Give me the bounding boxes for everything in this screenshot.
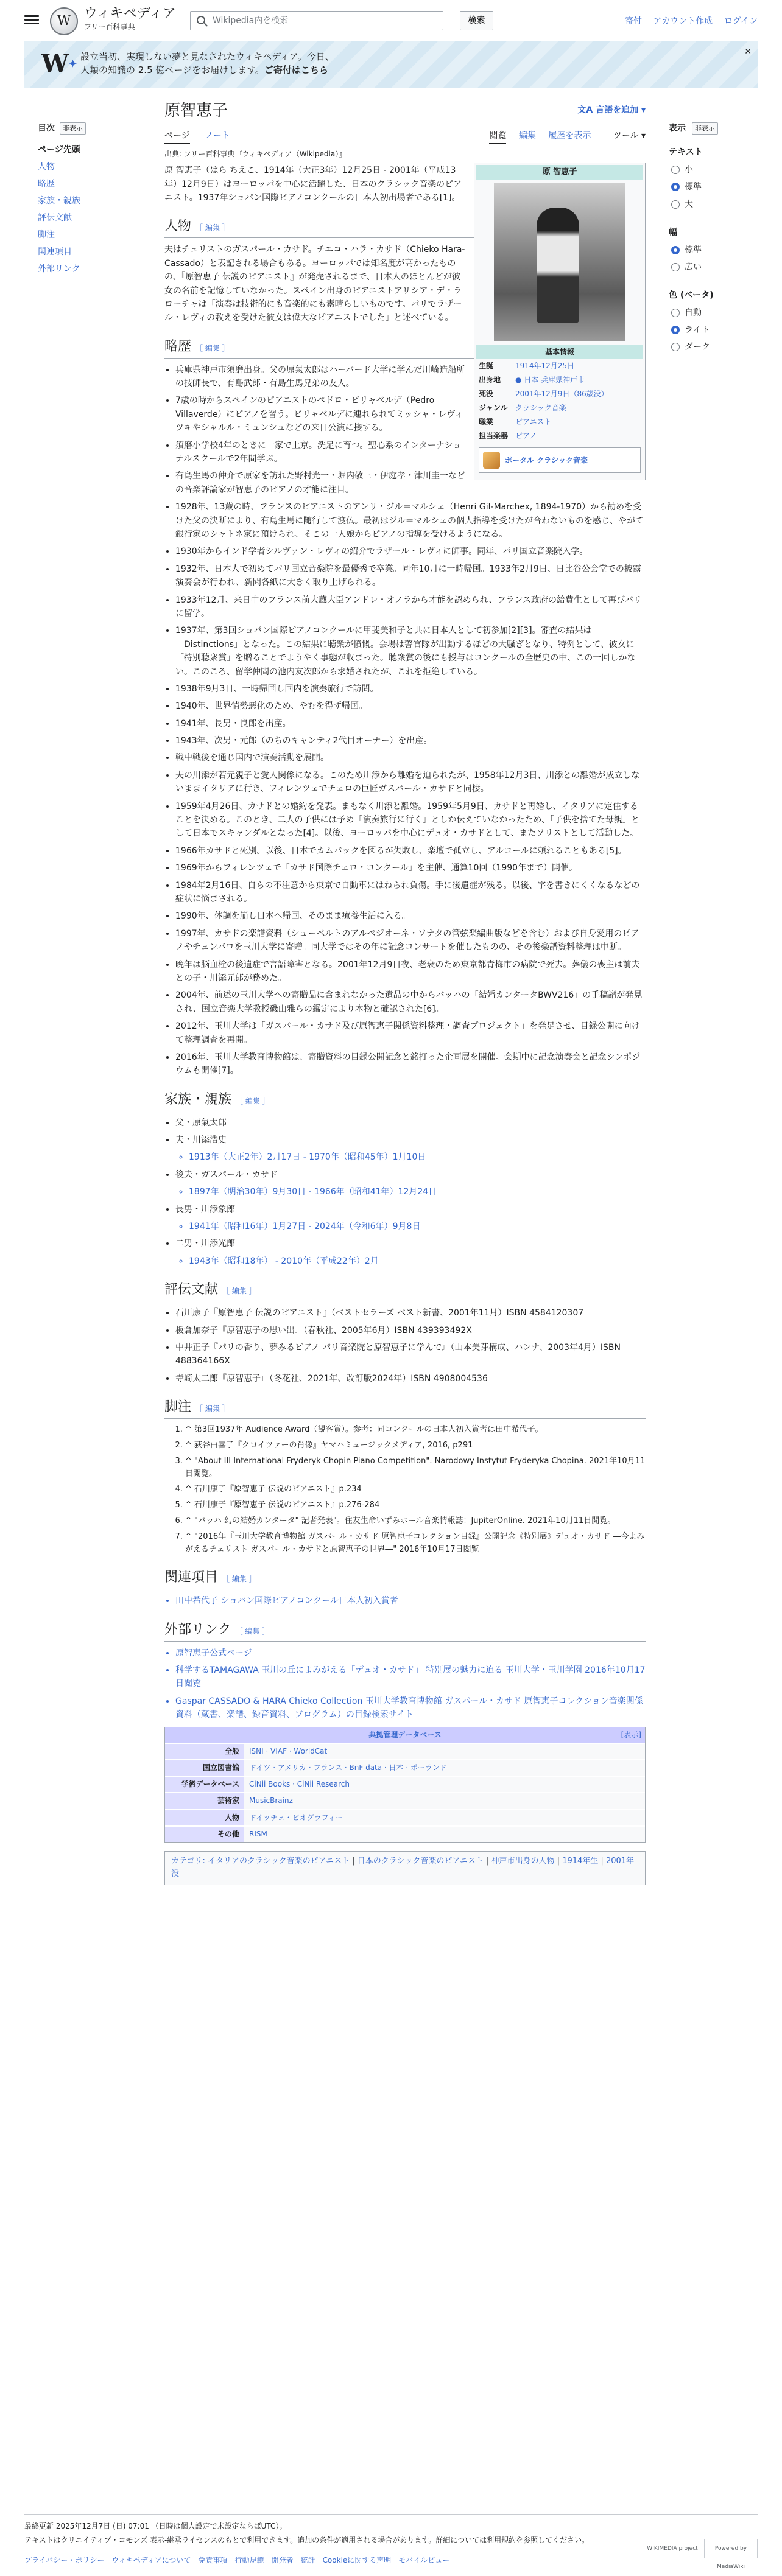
width-label: 幅 xyxy=(669,227,677,237)
donate-banner-link[interactable]: ご寄付はこちら xyxy=(264,65,328,75)
list-item[interactable]: • 田中希代子 ショパン国際ピアノコンクール日本人初入賞者 xyxy=(175,1594,646,1608)
edit-section-link[interactable]: ［ 編集 ］ xyxy=(222,1287,256,1296)
list-item: • 中井正子『パリの香り、夢みるピアノ パリ音楽院と原智恵子に学んで』（山本美芽構成、ハンナ、2003年4月）ISBN 488364166X xyxy=(175,1341,646,1368)
reference-item: 7. ^ "2016年『玉川大学教育博物館 ガスパール・カサド 原智恵子コレクション目録』公開記念《特別展》デュオ・カサド ―今よみがえるチェリスト ガスパール・カサドと原智恵子の世界―" 2016年10月17日閲覧 xyxy=(185,1531,646,1556)
close-icon[interactable]: ✕ xyxy=(744,47,752,57)
list-item: • 1938年9月3日、一時帰国し国内を演奏旅行で訪問。 xyxy=(175,682,646,696)
list-item: • 1930年からインド学者シルヴァン・レヴィの紹介でラザール・レヴィに師事。同年、パリ国立音楽院入学。 xyxy=(175,545,646,558)
family-sublist xyxy=(189,1220,646,1233)
section-heading-notes: 脚注 ［ 編集 ］ xyxy=(164,1398,646,1419)
navbox-row-links[interactable]: ドイツ · アメリカ · フランス · BnF data · 日本 · ポーランド xyxy=(244,1760,645,1776)
section-heading-biblio: 評伝文献 ［ 編集 ］ xyxy=(164,1280,646,1301)
page-tabs xyxy=(164,124,646,145)
footer-link[interactable]: プライバシー・ポリシー xyxy=(24,2556,105,2565)
footer-link[interactable]: ウィキペディアについて xyxy=(111,2556,191,2565)
width-wide[interactable]: 広い xyxy=(671,261,772,274)
category-link[interactable]: 神戸市出身の人物 xyxy=(491,1856,555,1866)
section-heading-person: 人物 ［ 編集 ］ xyxy=(164,217,646,238)
toc-item-top[interactable]: ページ先頭 xyxy=(38,145,80,155)
list-item: • 板倉加奈子『原智恵子の思い出』（春秋社、2005年6月）ISBN 439393492X xyxy=(175,1324,646,1337)
category-link[interactable]: 2001年没 xyxy=(171,1856,635,1878)
display-header xyxy=(669,122,772,139)
section-heading-career: 略歴 ［ 編集 ］ xyxy=(164,337,646,359)
reference-item: 3. ^ "About III International Fryderyk Chopin Piano Competition". Narodowy Instytut Fryderyka Chopina. 2021年10月11日閲覧。 xyxy=(185,1455,646,1481)
category-link[interactable]: 1914年生 xyxy=(562,1856,599,1866)
toc-item-career[interactable]: 略歴 xyxy=(38,179,55,189)
toc-item-notes[interactable]: 脚注 xyxy=(38,230,55,240)
color-auto[interactable]: 自動 xyxy=(671,306,772,320)
section-heading-external: 外部リンク ［ 編集 ］ xyxy=(164,1620,646,1642)
mediawiki-logo[interactable]: Powered by MediaWiki xyxy=(704,2539,758,2558)
list-item[interactable]: ◦ 1913年（大正2年）2月17日 - 1970年（昭和45年）1月10日 xyxy=(189,1150,646,1164)
wikipedia-w-icon: W✦ xyxy=(41,49,77,78)
infobox-row: 職業 ピアニスト xyxy=(476,415,643,429)
section-heading-related: 関連項目 ［ 編集 ］ xyxy=(164,1568,646,1589)
translate-icon: 文A xyxy=(577,105,596,115)
reference-item: 4. ^ 石川康子『原智恵子 伝説のピアニスト』p.234 xyxy=(185,1483,646,1496)
list-item xyxy=(175,1116,646,1130)
tab-talk[interactable]: ノート xyxy=(205,131,230,141)
reference-item: 2. ^ 荻谷由喜子『クロイツァーの肖像』ヤマハミュージックメディア, 2016, p291 xyxy=(185,1440,646,1452)
toc-item-external[interactable]: 外部リンク xyxy=(38,264,80,275)
section-heading-family: 家族・親族 ［ 編集 ］ xyxy=(164,1090,646,1111)
display-title: 表示 xyxy=(669,124,686,133)
infobox-row: 死没 2001年12月9日（86歳没） xyxy=(476,387,643,401)
list-item xyxy=(175,1203,646,1234)
infobox-row: 出身地 ● 日本 兵庫県神戸市 xyxy=(476,373,643,387)
navbox-header: 典拠管理データベース [表示] xyxy=(165,1727,645,1743)
text-size-standard[interactable]: 標準 xyxy=(671,180,772,194)
footer-link[interactable]: 統計 xyxy=(300,2556,315,2565)
list-item: • 戦中戦後を通じ国内で演奏活動を展開。 xyxy=(175,751,646,765)
last-updated: 最終更新 2025年12月7日 (日) 07:01 （日時は個人設定で未設定ならばUTC）。 xyxy=(24,2522,287,2530)
family-sublist xyxy=(189,1185,646,1199)
toc-hide-button[interactable]: 非表示 xyxy=(60,122,86,135)
edit-section-link[interactable]: ［ 編集 ］ xyxy=(236,1096,270,1105)
list-item[interactable]: • 原智恵子公式ページ xyxy=(175,1647,646,1660)
list-item: • 1941年、長男・良郎を出産。 xyxy=(175,717,646,730)
banner-line2: 人類の知識の 2.5 億ページをお届けします。 xyxy=(80,65,264,75)
search-button[interactable]: 検索 xyxy=(460,11,493,30)
navbox-row xyxy=(165,1743,645,1759)
navbox-row-links[interactable]: MusicBrainz xyxy=(244,1793,645,1808)
infobox-row: 生誕 1914年12月25日 xyxy=(476,359,643,373)
list-item: • 1959年4月26日、カサドとの婚約を発表。まもなく川添と離婚。1959年5月9日、カサドと再婚し、イタリアに定住することを決める。このとき、二人の子供には予め「演奏旅行に行く」としか伝えていなかったため、「子供を捨てた母親」として日本でスキャンダルとなった[4]。以後、ヨーロッパを中心にデュオ・カサドとして、またソリストとして活動した。 xyxy=(175,800,646,841)
footer-link[interactable]: Cookieに関する声明 xyxy=(322,2556,392,2565)
navbox-row xyxy=(165,1825,645,1842)
list-item: • 2004年、前述の玉川大学への寄贈品に含まれなかった遺品の中からバッハの「結婚カンタータBWV216」の手稿譜が発見され、国立音楽大学教授磯山雅らの鑑定により本物と確認された[6]。 xyxy=(175,989,646,1016)
toc-title: 目次 xyxy=(38,124,55,133)
list-item: • 2016年、玉川大学教育博物館は、寄贈資料の目録公開記念と銘打った企画展を開催。会期中に記念演奏会と記念シンポジウムも開催[7]。 xyxy=(175,1051,646,1078)
list-item: • 2012年、玉川大学は「ガスパール・カサド及び原智恵子関係資料整理・調査プロジェクト」を発足させ、目録公開に向けて整理調査を再開。 xyxy=(175,1020,646,1047)
family-list xyxy=(175,1116,646,1269)
display-settings-panel xyxy=(669,122,772,358)
edit-section-link[interactable]: ［ 編集 ］ xyxy=(196,343,230,352)
list-item: • 有島生馬の仲介で原家を訪れた野村光一・堀内敬三・伊庭孝・津川圭一などの音楽評論家が智恵子のピアノの才能に注目。 xyxy=(175,469,646,497)
family-label: 長男・川添象郎 xyxy=(175,1204,235,1214)
text-size-small[interactable]: 小 xyxy=(671,163,772,177)
text-size-label: テキスト xyxy=(669,147,703,158)
footer-link[interactable]: 行動規範 xyxy=(234,2556,264,2565)
authority-control-navbox xyxy=(164,1727,646,1843)
site-header xyxy=(0,0,782,41)
category-separator: | xyxy=(483,1856,491,1866)
navbox-row-links[interactable]: CiNii Books · CiNii Research xyxy=(244,1777,645,1792)
list-item: • 1928年、13歳の時、フランスのピアニストのアンリ・ジル＝マルシェ（Henri Gil-Marchex, 1894-1970）から勧めを受けた父の決断により、有島生馬に随行して渡仏。最初はジル＝マルシェの個人指導を受けたが合わないものを感じ、やがて銀行家のシャトネ家に預けられ、そこの一人娘からピアノの指導を受けるようになる。 xyxy=(175,500,646,541)
user-links xyxy=(616,15,758,28)
logo-subtitle: フリー百科事典 xyxy=(84,23,135,31)
wikimedia-logo[interactable]: WIKIMEDIA project xyxy=(646,2539,699,2558)
edit-section-link[interactable]: ［ 編集 ］ xyxy=(196,1404,230,1413)
reference-item: 1. ^ 第3回1937年 Audience Award（観客賞）。参考：同コンクールの日本人初入賞者は田中希代子。 xyxy=(185,1424,646,1437)
infobox xyxy=(474,163,646,480)
navbox-row xyxy=(165,1809,645,1825)
list-item: • 7歳の時からスペインのピアニストのペドロ・ビリャベルデ（Pedro Villaverde）にピアノを習う。ビリャベルデに連れられてミッシャ・レヴィツキやシャルル・ミュンシュなどの来日公演に接する。 xyxy=(175,394,646,435)
navbox-row-links[interactable]: RISM xyxy=(244,1827,645,1842)
tab-edit[interactable]: 編集 xyxy=(518,131,536,141)
footer-link[interactable]: モバイルビュー xyxy=(398,2556,450,2565)
wikipedia-globe-icon[interactable]: W xyxy=(50,7,78,35)
navbox-row xyxy=(165,1776,645,1792)
category-separator: | xyxy=(598,1856,606,1866)
navbox-row xyxy=(165,1792,645,1808)
categories-label[interactable]: カテゴリ: xyxy=(171,1856,205,1866)
list-item: • 1997年、カサドの楽譜資料（シューベルトのアルペジオーネ・ソナタの管弦楽編曲版などを含む）および自身愛用のピアノやチェンバロを玉川大学に寄贈。同大学ではその年に記念コンサートを催したものの、その後楽譜資料整理は中断。 xyxy=(175,927,646,954)
infobox-section: 基本情報 xyxy=(476,345,643,359)
toc-item-related[interactable]: 関連項目 xyxy=(38,247,72,257)
list-item: • 1969年からフィレンツェで「カサド国際チェロ・コンクール」を主催、通算10回（1990年まで）開催。 xyxy=(175,861,646,875)
list-item: • 須磨小学校4年のときに一家で上京。洗足に育つ。聖心系のインターナショナルスクールで2年間学ぶ。 xyxy=(175,439,646,466)
category-box xyxy=(164,1851,646,1885)
family-label: 夫・川添浩史 xyxy=(175,1135,227,1146)
search-input[interactable] xyxy=(190,11,443,30)
banner-text xyxy=(80,50,334,77)
infobox-row: 担当楽器 ピアノ xyxy=(476,429,643,443)
list-item: • 晩年は脳血栓の後遺症で言語障害となる。2001年12月9日夜、老衰のため東京都青梅市の病院で死去。葬儀の喪主は前夫との子・川添元郎が務めた。 xyxy=(175,958,646,985)
list-item: • 1966年カサドと死別。以後、日本でカムバックを図るが失敗し、楽壇で孤立し、アルコールに頼れることもある[5]。 xyxy=(175,844,646,858)
list-item: • 1943年、次男・元郎（のちのキャンティ2代目オーナー）を出産。 xyxy=(175,734,646,747)
logo-title: ウィキペディア xyxy=(84,6,176,21)
toc-header xyxy=(38,122,141,139)
list-item[interactable]: • 科学するTAMAGAWA 玉川の丘によみがえる「デュオ・カサド」 特別展の魅力に迫る 玉川大学・玉川学園 2016年10月17日閲覧 xyxy=(175,1664,646,1691)
list-item: • 石川康子『原智恵子 伝説のピアニスト』（ベストセラーズ ベスト新書、2001年11月）ISBN 4584120307 xyxy=(175,1306,646,1320)
portrait-image[interactable] xyxy=(494,183,625,341)
list-item: • 兵庫県神戸市須磨出身。父の原氣太郎はハーバード大学に学んだ川崎造船所の技師長で、有島武郎・有島生馬兄弟の友人。 xyxy=(175,363,646,391)
license-text: テキストはクリエイティブ・コモンズ 表示-継承ライセンスのもとで利用できます。追加の条件が適用される場合があります。詳細については利用規約を参照してください。 xyxy=(24,2536,590,2545)
family-sublist xyxy=(189,1255,646,1268)
tab-history[interactable]: 履歴を表示 xyxy=(548,131,591,141)
family-sublist xyxy=(189,1150,646,1164)
category-separator: | xyxy=(554,1856,563,1866)
edit-section-link[interactable]: ［ 編集 ］ xyxy=(196,223,230,233)
tab-page[interactable]: ページ xyxy=(164,131,190,144)
list-item xyxy=(175,1168,646,1199)
page-title: 原智恵子 xyxy=(164,102,228,120)
list-item[interactable]: ◦ 1943年（昭和18年） - 2010年（平成22年）2月 xyxy=(189,1255,646,1268)
fundraising-banner xyxy=(24,41,758,88)
search-placeholder: Wikipedia内を検索 xyxy=(213,15,289,26)
toc-item-biblio[interactable]: 評伝文献 xyxy=(38,213,72,223)
navbox-row-links[interactable]: ドイッチェ・ビオグラフィー xyxy=(244,1810,645,1825)
family-label: 父・原氣太郎 xyxy=(175,1118,227,1128)
toc-item-person[interactable]: 人物 xyxy=(38,162,55,172)
article-content xyxy=(164,97,646,1885)
navbox-row-label: その他 xyxy=(165,1827,244,1842)
display-hide-button[interactable]: 非表示 xyxy=(692,122,718,135)
category-link[interactable]: イタリアのクラシック音楽のピアニスト xyxy=(208,1856,350,1866)
tab-read[interactable]: 閲覧 xyxy=(489,131,506,144)
portal-link[interactable]: ポータル クラシック音楽 xyxy=(479,447,641,473)
list-item: • 寺崎太二郎『原智恵子』（冬花社、2021年、改訂版2024年）ISBN 4908004536 xyxy=(175,1372,646,1385)
navbox-row-label: 学術データベース xyxy=(165,1777,244,1792)
navbox-row xyxy=(165,1759,645,1776)
list-item: • 1933年12月、来日中のフランス前大蔵大臣アンドレ・オノラから才能を認められ、フランス政府の給費生として再びパリに留学。 xyxy=(175,593,646,621)
reference-item: 5. ^ 石川康子『原智恵子 伝説のピアニスト』p.276-284 xyxy=(185,1499,646,1512)
list-item[interactable]: ◦ 1941年（昭和16年）1月27日 - 2024年（令和6年）9月8日 xyxy=(189,1220,646,1233)
list-item[interactable]: • Gaspar CASSADO & HARA Chieko Collection 玉川大学教育博物館 ガスパール・カサド 原智恵子コレクション音楽関係資料（蔵書、楽譜、録音資料、プログラム）の目録検索サイト xyxy=(175,1695,646,1722)
page-footer xyxy=(24,2514,758,2570)
color-label: 色 (ベータ) xyxy=(669,290,714,301)
site-logo[interactable] xyxy=(84,6,176,32)
infobox-row: ジャンル クラシック音楽 xyxy=(476,401,643,415)
notes-list xyxy=(185,1424,646,1556)
width-standard[interactable]: 標準 xyxy=(671,243,772,256)
related-list xyxy=(175,1594,646,1608)
navbox-row-label: 国立図書館 xyxy=(165,1760,244,1776)
login-link[interactable]: ログイン xyxy=(724,16,758,26)
edit-section-link[interactable]: ［ 編集 ］ xyxy=(235,1626,270,1636)
list-item: • 夫の川添が若元親子と愛人関係になる。このため川添から離婚を迫られたが、1958年12月3日、川添との離婚が成立しないままイタリアに行き、フィレンツェでチェロの巨匠ガスパール・カサドと同棲。 xyxy=(175,769,646,796)
list-item: • 1990年、体調を崩し日本へ帰国、そのまま療養生活に入る。 xyxy=(175,909,646,923)
navbox-row-label: 人物 xyxy=(165,1810,244,1825)
donate-link[interactable]: 寄付 xyxy=(624,16,642,26)
footer-link[interactable]: 免責事項 xyxy=(198,2556,228,2565)
list-item: • 1940年、世界情勢悪化のため、やむを得ず帰国。 xyxy=(175,699,646,713)
person-paragraph: 夫はチェリストのガスパール・カサド。チエコ・ハラ・カサド（Chieko Hara-Cassado）と表記される場合もある。ヨーロッパでは知名度が高かったものの、『原智恵子 伝説のピアニスト』が発売されるまで、日本人のほとんどが彼女の名前を記憶していなかった。スペイン出身のピアニストアリシア・デ・ラローチャは「演奏は技術的にも音楽的にも素晴らしいものです。パリでラザール・レヴィの教えを受けた彼女は偉大なピアニストでした」と述べている。 xyxy=(164,245,465,323)
family-label: 二男・川添光郎 xyxy=(175,1239,235,1249)
navbox-toggle[interactable]: [表示] xyxy=(621,1730,641,1739)
banner-line1: 設立当初、実現しない夢と見なされたウィキペディア。今日、 xyxy=(80,51,334,62)
list-item: • 1984年2月16日、自らの不注意から東京で自動車にはねられ負傷。手に後遺症が残る。以後、字を書きにくくなるなどの症状に悩まされる。 xyxy=(175,879,646,906)
source-note: 出典: フリー百科事典『ウィキペディア（Wikipedia）』 xyxy=(164,150,347,158)
list-item xyxy=(175,1133,646,1164)
create-account-link[interactable]: アカウント作成 xyxy=(653,16,713,26)
navbox-row-label: 全般 xyxy=(165,1744,244,1759)
reference-item: 6. ^ "バッハ 幻の結婚カンタータ" 記者発表"。住友生命いずみホール音楽情報誌：JupiterOnline. 2021年10月11日閲覧。 xyxy=(185,1515,646,1528)
navbox-row-links[interactable]: ISNI · VIAF · WorldCat xyxy=(244,1744,645,1759)
category-separator: | xyxy=(350,1856,358,1866)
category-link[interactable]: 日本のクラシック音楽のピアニスト xyxy=(357,1856,484,1866)
search-icon xyxy=(197,16,205,24)
color-light[interactable]: ライト xyxy=(671,323,772,337)
edit-section-link[interactable]: ［ 編集 ］ xyxy=(222,1575,256,1584)
portal-music-icon xyxy=(483,452,500,469)
family-label: 後夫・ガスパール・カサド xyxy=(175,1169,278,1180)
biblio-list xyxy=(175,1306,646,1385)
toc-item-family[interactable]: 家族・親族 xyxy=(38,196,80,206)
list-item: • 1937年、第3回ショパン国際ピアノコンクールに甲斐美和子と共に日本人として初参加[2][3]。審査の結果は「Distinctions」となった。この結果に聴衆が憤慨。会場は警官隊が出動するほどの大騒ぎとなり、特例として、彼女に「特別聴衆賞」を贈ることでようやく事態が収まった。聴衆賞の後にも授与はコンクールの全歴史の中、この一回しかない。このころ、留学仲間の池内友次郎から求婚されたが、これを拒絶している。 xyxy=(175,624,646,679)
title-bar xyxy=(164,97,646,124)
external-list xyxy=(175,1647,646,1722)
footer-link[interactable]: 開発者 xyxy=(271,2556,294,2565)
lead-paragraph: 原 智恵子（はら ちえこ、1914年（大正3年）12月25日 - 2001年（平成13年）12月9日）はヨーロッパを中心に活躍した、日本のクラシック音楽のピアニスト。1937年ショパン国際ピアノコンクールの日本人初出場者である[1]。 xyxy=(164,166,462,203)
navbox-row-label: 芸術家 xyxy=(165,1793,244,1808)
table-of-contents xyxy=(38,122,141,279)
main-menu-icon[interactable] xyxy=(24,13,39,26)
infobox-title: 原 智恵子 xyxy=(476,165,643,180)
list-item[interactable]: ◦ 1897年（明治30年）9月30日 - 1966年（昭和41年）12月24日 xyxy=(189,1185,646,1199)
tab-tools[interactable]: ツール ▾ xyxy=(613,131,646,141)
add-language-button[interactable]: 文A 言語を追加 ▾ xyxy=(577,105,646,115)
list-item xyxy=(175,1237,646,1268)
color-dark[interactable]: ダーク xyxy=(671,340,772,354)
text-size-large[interactable]: 大 xyxy=(671,198,772,211)
list-item: • 1932年、日本人で初めてパリ国立音楽院を最優秀で卒業。同年10月に一時帰国。1933年2月9日、日比谷公会堂での披露演奏会が行われ、新聞各紙に大きく取り上げられる。 xyxy=(175,562,646,590)
